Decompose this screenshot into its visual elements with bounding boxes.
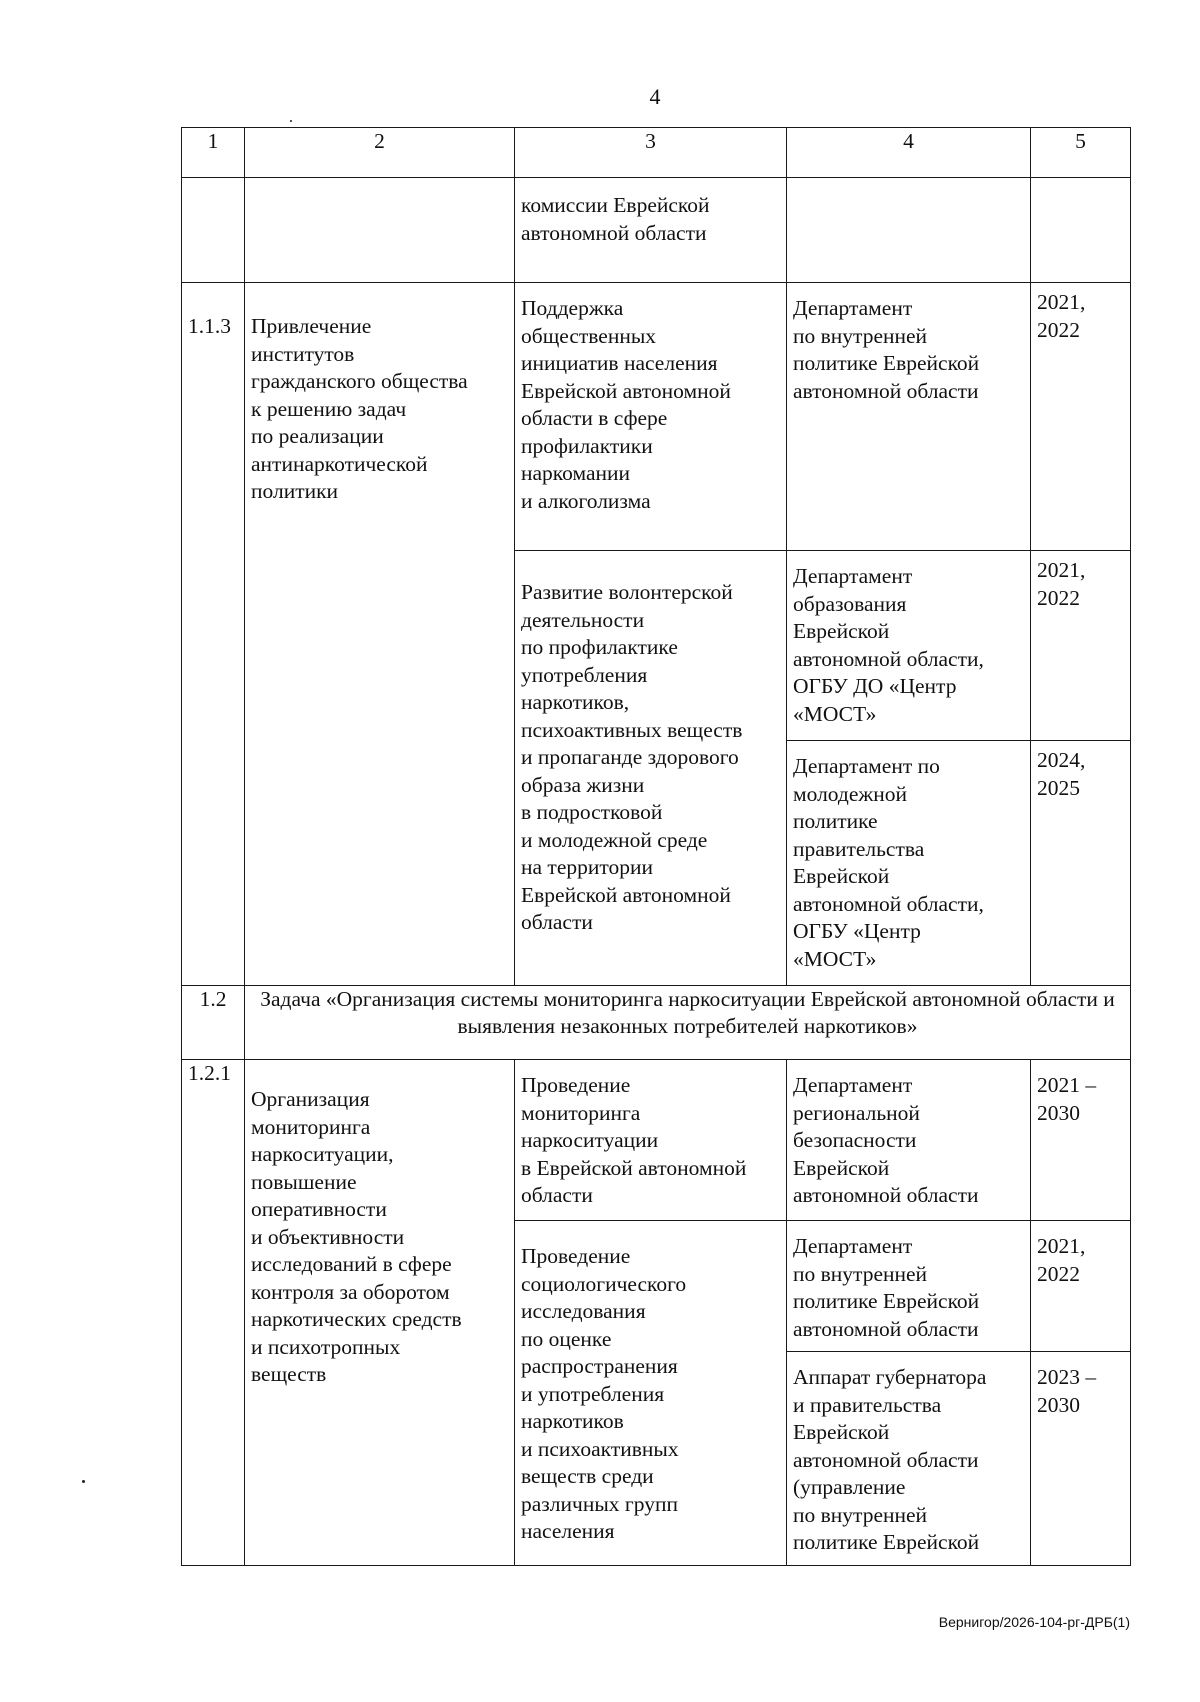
table-row-1-1-3-a xyxy=(182,283,1131,551)
table-row-1-2-1-a xyxy=(182,1060,1131,1221)
activity-cell: Поддержка общественных инициатив населения Еврейской автономной области в сфере профилактики наркомании и алкоголизма xyxy=(515,283,787,551)
cell-activity-continued: комиссии Еврейской автономной области xyxy=(515,178,787,283)
activity-cell: Развитие волонтерской деятельности по профилактике употребления наркотиков, психоактивных веществ и пропаганде здорового образа жизни в подростковой и молодежной среде на территории Еврейской автономной области xyxy=(515,551,787,986)
program-activities-table xyxy=(181,127,1131,1566)
page-number: 4 xyxy=(649,84,661,109)
column-header-1: 1 xyxy=(182,128,245,178)
years-cell: 2024, 2025 xyxy=(1031,741,1131,986)
scan-speck xyxy=(290,120,292,122)
executor-cell: Департамент региональной безопасности Еврейской автономной области xyxy=(787,1060,1031,1221)
executor-cell: Департамент образования Еврейской автономной области, ОГБУ ДО «Центр «МОСТ» xyxy=(787,551,1031,741)
years-cell: 2021, 2022 xyxy=(1031,1221,1131,1352)
cell-empty xyxy=(787,178,1031,283)
item-number-1-1-3: 1.1.3 xyxy=(182,283,245,986)
task-row-1-2 xyxy=(182,986,1131,1060)
document-footer-code: Вернигор/2026-104-рг-ДРБ(1) xyxy=(938,1614,1130,1630)
executor-cell: Департамент по внутренней политике Еврейской автономной области xyxy=(787,283,1031,551)
executor-cell: Департамент по молодежной политике правительства Еврейской автономной области, ОГБУ «Центр «МОСТ» xyxy=(787,741,1031,986)
scan-speck xyxy=(82,1480,85,1483)
executor-cell: Аппарат губернатора и правительства Еврейской автономной области (управление по внутренней политике Еврейской xyxy=(787,1352,1031,1566)
column-header-2: 2 xyxy=(245,128,515,178)
years-cell: 2021, 2022 xyxy=(1031,283,1131,551)
cell-empty xyxy=(245,178,515,283)
cell-empty xyxy=(1031,178,1131,283)
task-number-1-2: 1.2 xyxy=(182,986,245,1060)
item-title-1-1-3: Привлечение институтов гражданского общества к решению задач по реализации антинаркотической политики xyxy=(245,283,515,986)
cell-empty xyxy=(182,178,245,283)
task-title-1-2: Задача «Организация системы мониторинга наркоситуации Еврейской автономной области и выявления незаконных потребителей наркотиков» xyxy=(245,986,1131,1060)
executor-cell: Департамент по внутренней политике Еврейской автономной области xyxy=(787,1221,1031,1352)
column-header-3: 3 xyxy=(515,128,787,178)
activity-cell: Проведение социологического исследования по оценке распространения и употребления наркотиков и психоактивных веществ среди различных групп населения xyxy=(515,1221,787,1566)
table-row-continuation xyxy=(182,178,1131,283)
years-cell: 2021 – 2030 xyxy=(1031,1060,1131,1221)
column-header-4: 4 xyxy=(787,128,1031,178)
table-header-row xyxy=(182,128,1131,178)
years-cell: 2023 – 2030 xyxy=(1031,1352,1131,1566)
years-cell: 2021, 2022 xyxy=(1031,551,1131,741)
column-header-5: 5 xyxy=(1031,128,1131,178)
item-number-1-2-1: 1.2.1 xyxy=(182,1060,245,1566)
item-title-1-2-1: Организация мониторинга наркоситуации, повышение оперативности и объективности исследований в сфере контроля за оборотом наркотических средств и психотропных веществ xyxy=(245,1060,515,1566)
activity-cell: Проведение мониторинга наркоситуации в Еврейской автономной области xyxy=(515,1060,787,1221)
